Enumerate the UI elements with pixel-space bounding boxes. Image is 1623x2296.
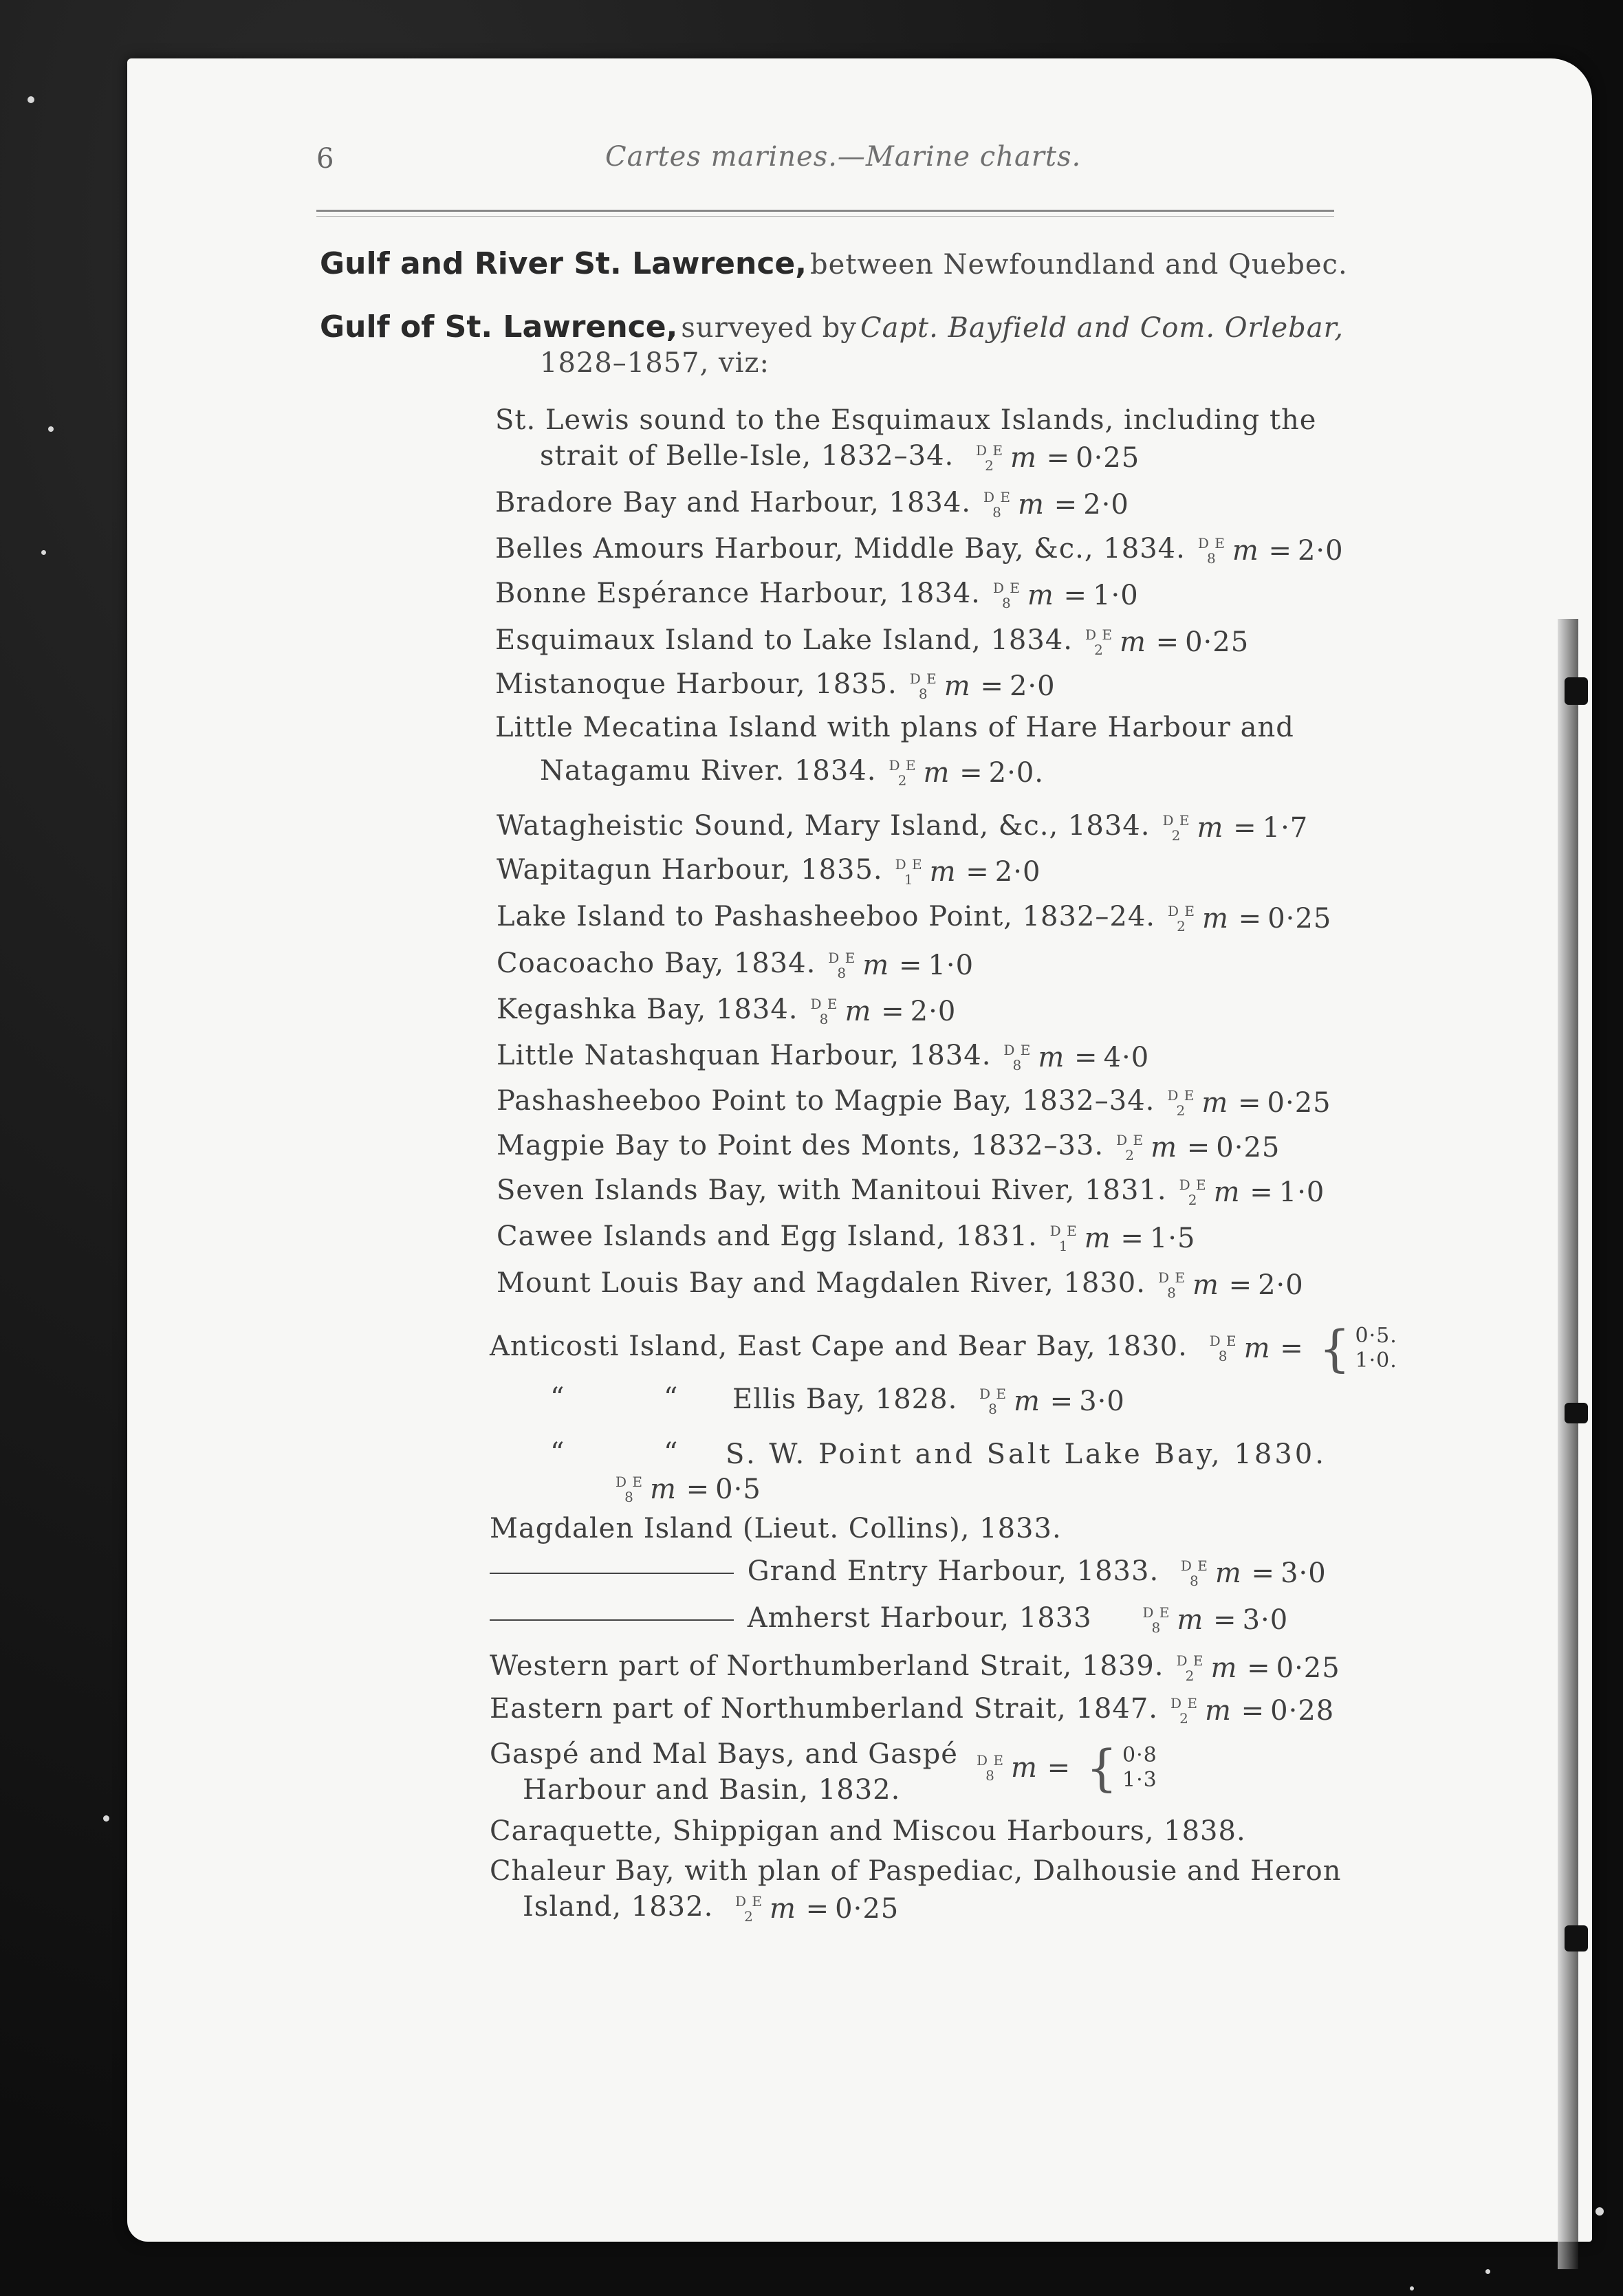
brace-icon: { bbox=[1318, 1320, 1351, 1377]
chart-entry bbox=[497, 1267, 1304, 1301]
chart-entry: Little Mecatina Island with plans of Hare Harbour and bbox=[495, 712, 1294, 743]
scale-denominator: 8 bbox=[992, 504, 1002, 521]
scale-value: 1·0 bbox=[1093, 580, 1139, 611]
chart-entry bbox=[497, 948, 974, 981]
chart-entry bbox=[495, 578, 1139, 611]
scale-denominator: 1 bbox=[904, 871, 914, 888]
scale-m-label: m = bbox=[845, 996, 905, 1027]
chart-scale bbox=[1209, 1320, 1397, 1377]
entry-text: Island, 1832. bbox=[523, 1891, 714, 1923]
page-edge-shadow bbox=[1558, 619, 1578, 2269]
chart-entry bbox=[490, 1693, 1334, 1727]
scale-fraction bbox=[1210, 1333, 1237, 1364]
chart-scale bbox=[1085, 626, 1249, 658]
scale-m-label: m = bbox=[862, 950, 923, 981]
scale-values bbox=[1355, 1324, 1397, 1373]
scale-value: 1·0. bbox=[1355, 1348, 1397, 1373]
scale-numerator: D E bbox=[616, 1474, 643, 1490]
entry-text: Amherst Harbour, 1833 bbox=[747, 1602, 1092, 1634]
chart-entry-continuation bbox=[540, 440, 1140, 474]
scale-numerator: D E bbox=[909, 670, 937, 687]
scale-denominator: 2 bbox=[1185, 1668, 1195, 1684]
scale-value: 2·0 bbox=[1297, 535, 1344, 567]
scale-value: 1·7 bbox=[1262, 812, 1309, 844]
scale-fraction bbox=[910, 671, 937, 701]
scale-numerator: D E bbox=[889, 757, 917, 774]
scale-m-label: m = bbox=[1038, 1042, 1098, 1073]
scale-value: 0·25 bbox=[835, 1893, 900, 1925]
scale-denominator: 2 bbox=[1094, 642, 1104, 658]
chart-entry-grand-entry bbox=[490, 1555, 1327, 1589]
entry-text: Cawee Islands and Egg Island, 1831. bbox=[497, 1221, 1038, 1252]
scale-value: 1·0 bbox=[928, 950, 974, 981]
chart-entry bbox=[497, 994, 956, 1027]
scale-value: 3·0 bbox=[1281, 1557, 1327, 1589]
section-heading-gulf-of-st-lawrence bbox=[320, 309, 1344, 345]
entry-text: Coacoacho Bay, 1834. bbox=[497, 948, 816, 979]
chart-scale bbox=[1176, 1652, 1340, 1684]
scale-value: 1·5 bbox=[1149, 1223, 1196, 1254]
chart-entry-continuation bbox=[616, 1472, 761, 1505]
scale-value: 4·0 bbox=[1103, 1042, 1150, 1073]
scale-fraction bbox=[1170, 1696, 1198, 1726]
chart-scale bbox=[1170, 1695, 1334, 1727]
scale-numerator: D E bbox=[1157, 1269, 1186, 1286]
scale-m-label: m = bbox=[923, 757, 983, 789]
scale-numerator: D E bbox=[1176, 1652, 1204, 1669]
scale-numerator: D E bbox=[1162, 812, 1190, 829]
entry-text: Anticosti Island, East Cape and Bear Bay, 1830. bbox=[490, 1331, 1188, 1362]
scan-speck bbox=[1485, 2269, 1490, 2274]
scale-m-label: m = bbox=[1205, 1695, 1265, 1727]
chart-entry-continuation bbox=[540, 755, 1044, 789]
scale-denominator: 8 bbox=[1206, 550, 1217, 567]
chart-entry-ellis-bay bbox=[732, 1384, 1125, 1417]
entry-text: strait of Belle-Isle, 1832–34. bbox=[540, 440, 955, 472]
entry-text: Mistanoque Harbour, 1835. bbox=[495, 668, 897, 700]
chart-scale-gaspe bbox=[977, 1739, 1157, 1797]
scale-denominator: 2 bbox=[1177, 918, 1186, 934]
chart-scale bbox=[811, 996, 957, 1027]
chart-entry bbox=[490, 1650, 1340, 1684]
chart-scale bbox=[1050, 1223, 1196, 1254]
chart-entry bbox=[497, 854, 1041, 888]
entry-text: Belles Amours Harbour, Middle Bay, &c., 1834. bbox=[495, 533, 1186, 565]
chart-scale bbox=[983, 489, 1129, 521]
scale-m-label: m = bbox=[1214, 1557, 1276, 1589]
chart-entry bbox=[497, 1130, 1280, 1163]
chart-entry: St. Lewis sound to the Esquimaux Islands, including the bbox=[495, 404, 1317, 436]
scale-denominator: 8 bbox=[1218, 1348, 1228, 1364]
scale-m-label: m = bbox=[1202, 903, 1263, 934]
scale-value-pair bbox=[1318, 1320, 1397, 1377]
chart-scale bbox=[828, 950, 974, 981]
scale-fraction bbox=[1179, 1177, 1207, 1207]
scale-numerator: D E bbox=[895, 856, 923, 873]
chart-scale bbox=[1181, 1557, 1327, 1589]
scale-denominator: 2 bbox=[1125, 1147, 1135, 1163]
entry-text: Bonne Espérance Harbour, 1834. bbox=[495, 578, 981, 609]
scale-numerator: D E bbox=[992, 580, 1021, 596]
scale-fraction bbox=[983, 490, 1011, 520]
scale-m-label: m = bbox=[1011, 1752, 1071, 1784]
entry-text: Mount Louis Bay and Magdalen River, 1830. bbox=[497, 1267, 1146, 1299]
heading-description: between Newfoundland and Quebec. bbox=[810, 249, 1348, 281]
chart-entry bbox=[497, 1040, 1149, 1073]
scale-fraction bbox=[1116, 1133, 1144, 1163]
chart-entry-amherst bbox=[490, 1602, 1288, 1636]
chart-scale bbox=[1158, 1269, 1304, 1301]
chart-entry bbox=[497, 810, 1308, 844]
scale-denominator: 8 bbox=[819, 1011, 829, 1027]
scale-m-label: m = bbox=[1177, 1604, 1237, 1636]
chart-scale bbox=[979, 1386, 1125, 1417]
scale-numerator: D E bbox=[979, 1386, 1007, 1402]
scale-fraction bbox=[1176, 1653, 1203, 1683]
scale-denominator: 2 bbox=[985, 457, 994, 474]
scale-values bbox=[1122, 1743, 1157, 1793]
scale-m-label: m = bbox=[1018, 489, 1078, 521]
scale-fraction bbox=[811, 996, 838, 1027]
scale-numerator: D E bbox=[810, 996, 838, 1012]
scale-numerator: D E bbox=[1209, 1333, 1237, 1349]
scale-m-label: m = bbox=[1192, 1269, 1253, 1301]
heading-text: Gulf and River St. Lawrence, bbox=[320, 246, 807, 281]
scale-fraction bbox=[735, 1894, 763, 1924]
scale-fraction bbox=[616, 1474, 643, 1505]
binding-clip bbox=[1565, 1403, 1588, 1423]
scale-denominator: 8 bbox=[988, 1401, 998, 1417]
scale-numerator: D E bbox=[1179, 1177, 1207, 1193]
scale-value: 2·0 bbox=[910, 996, 957, 1027]
scan-speck bbox=[48, 426, 54, 432]
survey-years: 1828–1857, viz: bbox=[540, 347, 770, 379]
chart-entry-caraquette: Caraquette, Shippigan and Miscou Harbours, 1838. bbox=[490, 1815, 1246, 1847]
scale-numerator: D E bbox=[983, 489, 1012, 505]
chart-scale bbox=[977, 1739, 1157, 1797]
scale-fraction bbox=[1162, 813, 1190, 843]
scan-speck bbox=[28, 96, 34, 103]
chart-entry bbox=[497, 1174, 1325, 1208]
dash-rule bbox=[490, 1573, 734, 1574]
scale-value: 1·3 bbox=[1122, 1768, 1157, 1792]
ditto-mark: “ bbox=[550, 1382, 565, 1414]
scale-value: 2·0 bbox=[1258, 1269, 1304, 1301]
chart-scale bbox=[1142, 1604, 1288, 1636]
chart-entry-continuation bbox=[523, 1891, 899, 1925]
scale-denominator: 8 bbox=[985, 1767, 995, 1784]
scale-denominator: 8 bbox=[1002, 595, 1012, 611]
chart-scale bbox=[735, 1893, 899, 1925]
entry-text: Pashasheeboo Point to Magpie Bay, 1832–34. bbox=[497, 1085, 1155, 1117]
section-heading-gulf-and-river bbox=[320, 246, 1348, 281]
scale-m-label: m = bbox=[1010, 442, 1071, 474]
chart-entry bbox=[497, 1085, 1331, 1119]
scale-fraction bbox=[1142, 1605, 1170, 1635]
chart-entry bbox=[497, 1221, 1195, 1254]
chart-scale bbox=[1168, 903, 1331, 934]
scale-fraction bbox=[1050, 1223, 1078, 1254]
chart-scale bbox=[910, 670, 1056, 702]
entry-text: Bradore Bay and Harbour, 1834. bbox=[495, 487, 972, 518]
scale-m-label: m = bbox=[929, 856, 990, 888]
binding-clip bbox=[1565, 1925, 1588, 1951]
chart-entry-gaspe: Gaspé and Mal Bays, and Gaspé bbox=[490, 1738, 958, 1770]
scale-fraction bbox=[977, 1753, 1004, 1783]
chart-scale bbox=[976, 442, 1140, 474]
entry-text: Western part of Northumberland Strait, 1839. bbox=[490, 1650, 1164, 1682]
scale-value: 0·5. bbox=[1355, 1324, 1397, 1348]
entry-text: Watagheistic Sound, Mary Island, &c., 1834. bbox=[497, 810, 1151, 842]
chart-entry bbox=[495, 668, 1056, 702]
entry-text: Eastern part of Northumberland Strait, 1847. bbox=[490, 1693, 1158, 1725]
scale-m-label: m = bbox=[1151, 1132, 1211, 1163]
scale-m-label: m = bbox=[1119, 626, 1180, 658]
scale-value: 0·25 bbox=[1276, 1652, 1340, 1684]
surveyors-text: Capt. Bayfield and Com. Orlebar, bbox=[860, 312, 1344, 344]
scale-value: 1·0 bbox=[1278, 1177, 1325, 1208]
scale-m-label: m = bbox=[1014, 1386, 1074, 1417]
scale-numerator: D E bbox=[1170, 1695, 1198, 1712]
chart-scale bbox=[1198, 535, 1344, 567]
entry-text: Grand Entry Harbour, 1833. bbox=[747, 1555, 1159, 1587]
scale-value: 2·0. bbox=[988, 757, 1044, 789]
scan-speck bbox=[1410, 2286, 1414, 2290]
scale-numerator: D E bbox=[977, 1752, 1004, 1769]
scan-speck bbox=[1595, 2207, 1604, 2216]
scale-numerator: D E bbox=[975, 442, 1003, 459]
scale-denominator: 8 bbox=[837, 965, 847, 981]
scale-numerator: D E bbox=[1167, 1087, 1195, 1104]
chart-entry-continuation: Harbour and Basin, 1832. bbox=[523, 1774, 901, 1806]
scale-numerator: D E bbox=[1003, 1042, 1032, 1058]
entry-text: Ellis Bay, 1828. bbox=[732, 1384, 958, 1415]
ditto-mark: “ bbox=[664, 1437, 679, 1469]
entry-text: Magpie Bay to Point des Monts, 1832–33. bbox=[497, 1130, 1104, 1161]
scale-fraction bbox=[1158, 1270, 1186, 1300]
heading-text: Gulf of St. Lawrence, bbox=[320, 309, 678, 345]
entry-text: Natagamu River. 1834. bbox=[540, 755, 877, 787]
scale-fraction bbox=[828, 950, 856, 981]
scale-value: 0·25 bbox=[1185, 626, 1250, 658]
surveyed-label: surveyed by bbox=[681, 312, 857, 344]
scale-denominator: 8 bbox=[1190, 1573, 1199, 1589]
scale-denominator: 8 bbox=[1151, 1619, 1162, 1636]
scale-m-label: m = bbox=[1210, 1652, 1271, 1684]
brace-icon: { bbox=[1086, 1739, 1118, 1797]
chart-entry-anticosti bbox=[490, 1320, 1397, 1377]
scale-denominator: 8 bbox=[918, 686, 928, 702]
scale-denominator: 1 bbox=[1058, 1238, 1069, 1254]
entry-text: Esquimaux Island to Lake Island, 1834. bbox=[495, 624, 1073, 656]
scale-value: 0·8 bbox=[1122, 1743, 1157, 1767]
scale-m-label: m = bbox=[1084, 1223, 1144, 1254]
scale-numerator: D E bbox=[1085, 626, 1113, 643]
chart-scale bbox=[1179, 1177, 1325, 1208]
scale-value: 2·0 bbox=[1009, 670, 1056, 702]
scale-fraction bbox=[1168, 904, 1195, 934]
scale-fraction bbox=[1198, 536, 1226, 566]
entry-text: Wapitagun Harbour, 1835. bbox=[497, 854, 883, 886]
scale-denominator: 2 bbox=[1171, 827, 1181, 844]
scale-denominator: 8 bbox=[624, 1489, 634, 1505]
scale-m-label: m = bbox=[1201, 1087, 1262, 1119]
binding-clip bbox=[1565, 677, 1588, 705]
chart-entry bbox=[497, 901, 1331, 934]
scale-m-label: m = bbox=[1027, 580, 1088, 611]
entry-text: Seven Islands Bay, with Manitoui River, 1831. bbox=[497, 1174, 1167, 1206]
ditto-mark: “ bbox=[550, 1437, 565, 1469]
scale-m-label: m = bbox=[650, 1474, 710, 1505]
scan-speck bbox=[41, 550, 46, 555]
scale-value: 2·0 bbox=[1083, 489, 1129, 521]
scale-fraction bbox=[1167, 1088, 1195, 1118]
chart-entry-magdalen: Magdalen Island (Lieut. Collins), 1833. bbox=[490, 1513, 1062, 1544]
ditto-mark: “ bbox=[664, 1382, 679, 1414]
chart-entry-sw-point: S. W. Point and Salt Lake Bay, 1830. bbox=[726, 1439, 1327, 1470]
chart-entry bbox=[495, 487, 1129, 521]
chart-entry bbox=[495, 533, 1344, 567]
scale-value: 3·0 bbox=[1242, 1604, 1289, 1636]
chart-scale bbox=[889, 757, 1044, 789]
scale-fraction bbox=[976, 443, 1003, 473]
scale-m-label: m = bbox=[1197, 812, 1257, 844]
scale-denominator: 2 bbox=[1176, 1102, 1186, 1119]
scale-denominator: 2 bbox=[1188, 1192, 1198, 1208]
header-rule bbox=[316, 210, 1334, 217]
scale-fraction bbox=[993, 580, 1021, 611]
scale-numerator: D E bbox=[1197, 535, 1226, 551]
scale-m-label: m = bbox=[770, 1893, 830, 1925]
scale-value: 0·28 bbox=[1270, 1695, 1335, 1727]
scale-numerator: D E bbox=[1142, 1604, 1170, 1621]
chart-scale bbox=[1162, 812, 1308, 844]
scale-fraction bbox=[1003, 1042, 1031, 1073]
scale-numerator: D E bbox=[1180, 1557, 1208, 1574]
scale-denominator: 2 bbox=[1179, 1710, 1189, 1727]
scale-value: 0·25 bbox=[1076, 442, 1140, 474]
scale-value: 0·25 bbox=[1267, 1087, 1331, 1119]
chart-entry bbox=[495, 624, 1249, 658]
chart-scale bbox=[1003, 1042, 1149, 1073]
scale-numerator: D E bbox=[735, 1893, 763, 1910]
chart-scale bbox=[895, 856, 1041, 888]
chart-entry-chaleur: Chaleur Bay, with plan of Paspediac, Dalhousie and Heron bbox=[490, 1855, 1342, 1887]
chart-scale bbox=[1167, 1087, 1331, 1119]
scale-value: 2·0 bbox=[994, 856, 1041, 888]
scale-denominator: 2 bbox=[897, 772, 908, 789]
scale-denominator: 8 bbox=[1167, 1284, 1177, 1301]
scale-fraction bbox=[895, 857, 923, 887]
scale-fraction bbox=[1181, 1558, 1208, 1588]
scale-m-label: m = bbox=[1213, 1177, 1274, 1208]
scale-denominator: 8 bbox=[1012, 1057, 1023, 1073]
scale-fraction bbox=[979, 1386, 1007, 1417]
scale-m-label: m = bbox=[944, 670, 1004, 702]
scale-numerator: D E bbox=[1049, 1223, 1078, 1239]
chart-scale bbox=[616, 1474, 761, 1505]
scan-speck bbox=[103, 1815, 109, 1822]
scale-numerator: D E bbox=[1116, 1132, 1144, 1148]
scale-value: 0·5 bbox=[715, 1474, 761, 1505]
scale-fraction bbox=[1085, 627, 1113, 657]
scale-m-label: m = bbox=[1243, 1333, 1304, 1364]
scale-numerator: D E bbox=[828, 950, 856, 966]
entry-text: Little Natashquan Harbour, 1834. bbox=[497, 1040, 992, 1071]
scale-m-label: m = bbox=[1232, 535, 1292, 567]
dash-rule bbox=[490, 1619, 734, 1621]
scale-numerator: D E bbox=[1168, 903, 1196, 919]
entry-text: Lake Island to Pashasheeboo Point, 1832–24. bbox=[497, 901, 1156, 932]
entry-text: Kegashka Bay, 1834. bbox=[497, 994, 798, 1025]
running-head: Cartes marines.—Marine charts. bbox=[605, 141, 1082, 173]
scale-value: 0·25 bbox=[1267, 903, 1332, 934]
chart-scale bbox=[993, 580, 1139, 611]
scale-value: 0·25 bbox=[1216, 1132, 1281, 1163]
scale-value: 3·0 bbox=[1079, 1386, 1125, 1417]
scale-fraction bbox=[889, 758, 916, 788]
page-number: 6 bbox=[316, 143, 334, 175]
scale-value-pair bbox=[1086, 1739, 1157, 1797]
scale-denominator: 2 bbox=[744, 1908, 754, 1925]
chart-scale bbox=[1116, 1132, 1280, 1163]
